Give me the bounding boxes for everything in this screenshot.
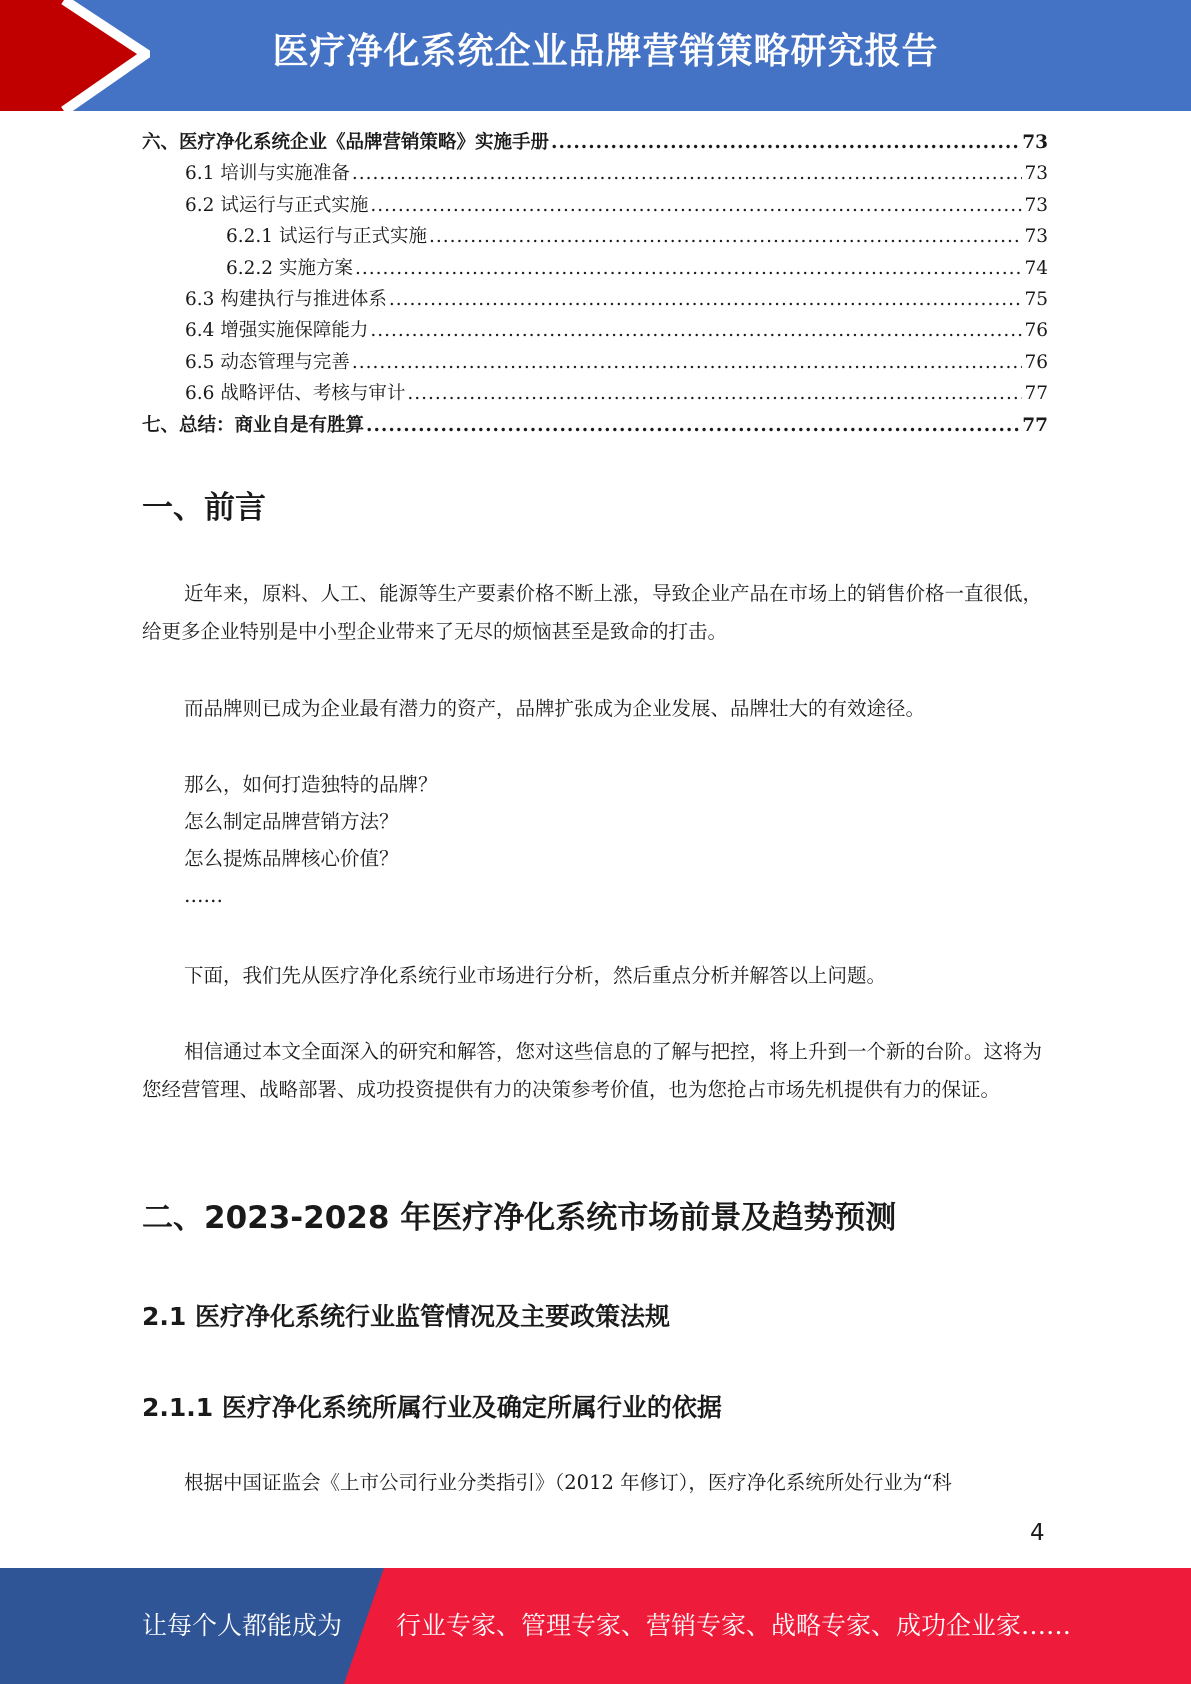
table-of-contents bbox=[142, 128, 1048, 442]
toc-entry-page: 77 bbox=[1024, 383, 1048, 405]
toc-entry-title: 构建执行与推进体系 bbox=[220, 288, 387, 310]
toc-entry-page: 73 bbox=[1024, 226, 1048, 248]
question-line-3: 怎么提炼品牌核心价值？ bbox=[184, 847, 399, 870]
toc-entry-page: 77 bbox=[1022, 414, 1048, 436]
subsection-heading-2-1: 2.1 医疗净化系统行业监管情况及主要政策法规 bbox=[142, 1302, 670, 1331]
toc-entry[interactable] bbox=[142, 411, 1048, 442]
toc-entry-title: 增强实施保障能力 bbox=[220, 320, 369, 342]
toc-entry-title: 实施方案 bbox=[278, 257, 353, 279]
toc-entry-title: 医疗净化系统企业《品牌营销策略》实施手册 bbox=[179, 132, 550, 153]
toc-entry-title: 试运行与正式实施 bbox=[220, 194, 369, 216]
subsection-heading-2-1-1: 2.1.1 医疗净化系统所属行业及确定所属行业的依据 bbox=[142, 1393, 722, 1422]
toc-leader-dots bbox=[370, 320, 1022, 341]
toc-entry-title: 战略评估、考核与审计 bbox=[220, 383, 406, 405]
preface-paragraph-1: 近年来，原料、人工、能源等生产要素价格不断上涨，导致企业产品在市场上的销售价格一直很低，给更多企业特别是中小型企业带来了无尽的烦恼甚至是致命的打击。 bbox=[142, 582, 1043, 643]
page-number: 4 bbox=[1030, 1520, 1045, 1546]
toc-entry-number: 七、 bbox=[142, 414, 180, 436]
toc-entry[interactable] bbox=[142, 254, 1048, 285]
toc-entry[interactable] bbox=[142, 316, 1048, 347]
toc-entry-title: 动态管理与完善 bbox=[220, 351, 350, 373]
toc-entry-page: 74 bbox=[1024, 257, 1048, 279]
toc-entry-number: 6.3 bbox=[185, 288, 215, 310]
toc-leader-dots bbox=[352, 163, 1023, 184]
toc-entry-number: 六、 bbox=[142, 132, 180, 153]
section-heading-preface: 一、前言 bbox=[142, 490, 266, 526]
toc-entry-title: 试运行与正式实施 bbox=[278, 226, 427, 248]
toc-entry-number: 6.5 bbox=[185, 351, 215, 373]
question-line-2: 怎么制定品牌营销方法？ bbox=[184, 810, 399, 833]
toc-entry-title: 总结：商业自是有胜算 bbox=[179, 414, 365, 436]
preface-paragraph-4: 相信通过本文全面深入的研究和解答，您对这些信息的了解与把控，将上升到一个新的台阶。这将为您经营管理、战略部署、成功投资提供有力的决策参考价值，也为您抢占市场先机提供有力的保证。 bbox=[142, 1040, 1043, 1101]
toc-entry[interactable] bbox=[142, 159, 1048, 190]
toc-entry[interactable] bbox=[142, 348, 1048, 379]
toc-leader-dots bbox=[407, 383, 1022, 404]
toc-entry-page: 76 bbox=[1024, 320, 1048, 342]
toc-entry-page: 73 bbox=[1022, 132, 1048, 153]
report-title: 医疗净化系统企业品牌营销策略研究报告 bbox=[272, 31, 939, 72]
toc-entry-page: 73 bbox=[1024, 163, 1048, 185]
question-line-1: 那么，如何打造独特的品牌？ bbox=[184, 773, 438, 796]
toc-leader-dots bbox=[366, 415, 1020, 436]
toc-leader-dots bbox=[551, 132, 1020, 153]
ellipsis-line: …… bbox=[184, 884, 223, 907]
toc-leader-dots bbox=[370, 195, 1022, 216]
toc-entry-number: 6.4 bbox=[185, 320, 215, 342]
section-heading-market-outlook: 二、2023-2028 年医疗净化系统市场前景及趋势预测 bbox=[142, 1200, 897, 1236]
footer-slogan-right: 行业专家、管理专家、营销专家、战略专家、成功企业家…… bbox=[396, 1611, 1072, 1640]
page-header bbox=[0, 0, 1191, 111]
industry-classification-paragraph: 根据中国证监会《上市公司行业分类指引》（2012 年修订），医疗净化系统所处行业为“科 bbox=[184, 1471, 952, 1494]
toc-entry-title: 培训与实施准备 bbox=[220, 163, 350, 185]
toc-entry-page: 73 bbox=[1024, 194, 1048, 216]
toc-entry[interactable] bbox=[142, 222, 1048, 253]
toc-leader-dots bbox=[389, 289, 1023, 310]
toc-entry[interactable] bbox=[142, 379, 1048, 410]
toc-entry-number: 6.1 bbox=[185, 163, 215, 185]
toc-entry[interactable] bbox=[142, 128, 1048, 159]
toc-entry-number: 6.2.1 bbox=[226, 226, 274, 248]
toc-entry-number: 6.2.2 bbox=[226, 257, 274, 279]
preface-paragraph-2: 而品牌则已成为企业最有潜力的资产，品牌扩张成为企业发展、品牌壮大的有效途径。 bbox=[184, 697, 926, 720]
toc-entry-page: 75 bbox=[1024, 288, 1048, 310]
toc-entry-number: 6.2 bbox=[185, 194, 215, 216]
toc-entry[interactable] bbox=[142, 285, 1048, 316]
preface-paragraph-3: 下面，我们先从医疗净化系统行业市场进行分析，然后重点分析并解答以上问题。 bbox=[184, 964, 887, 987]
toc-entry-number: 6.6 bbox=[185, 383, 215, 405]
toc-leader-dots bbox=[355, 258, 1022, 279]
toc-leader-dots bbox=[429, 226, 1022, 247]
footer-slogan-left: 让每个人都能成为 bbox=[142, 1611, 343, 1640]
page-footer bbox=[0, 1568, 1191, 1684]
toc-entry[interactable] bbox=[142, 191, 1048, 222]
toc-leader-dots bbox=[352, 352, 1023, 373]
toc-entry-page: 76 bbox=[1024, 351, 1048, 373]
